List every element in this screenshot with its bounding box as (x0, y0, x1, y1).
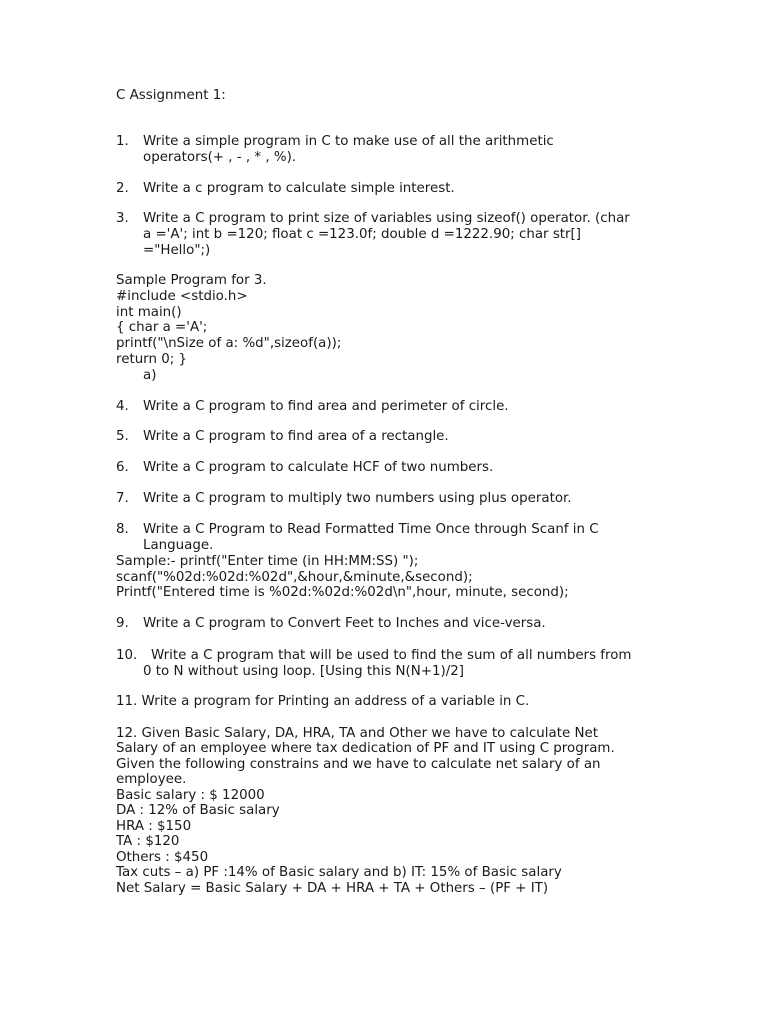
item-text: 12. Given Basic Salary, DA, HRA, TA and Other we have to calculate Net (116, 726, 598, 741)
item-text: ="Hello";) (143, 243, 211, 258)
item-text: 0 to N without using loop. [Using this N(N+1)/2] (143, 664, 465, 679)
salary-line: HRA : $150 (116, 819, 192, 834)
code-line: #include <stdio.h> (116, 289, 248, 304)
code-line: int main() (116, 305, 182, 320)
item-text: a ='A'; int b =120; float c =123.0f; double d =1222.90; char str[] (143, 227, 581, 242)
item-text: Write a C program to calculate HCF of two numbers. (143, 460, 494, 475)
code-line: Sample:- printf("Enter time (in HH:MM:SS) "); (116, 554, 419, 569)
item-text: Salary of an employee where tax dedication of PF and IT using C program. (116, 741, 615, 756)
item-text: Write a C program to find area of a rectangle. (143, 429, 449, 444)
code-line: scanf("%02d:%02d:%02d",&hour,&minute,&second); (116, 570, 473, 585)
item-number: 6. (116, 460, 129, 475)
salary-line: Others : $450 (116, 850, 209, 865)
item-number: 4. (116, 399, 129, 414)
item-text: 11. Write a program for Printing an address of a variable in C. (116, 694, 530, 709)
item-number: 10. (116, 648, 138, 663)
item-text: Write a C program to Convert Feet to Inches and vice-versa. (143, 616, 546, 631)
item-text: employee. (116, 772, 187, 787)
sample-heading: Sample Program for 3. (116, 273, 267, 288)
item-text: Write a C program that will be used to find the sum of all numbers from (151, 648, 632, 663)
item-text: Write a C program to multiply two numbers using plus operator. (143, 491, 572, 506)
code-line: printf("\nSize of a: %d",sizeof(a)); (116, 336, 342, 351)
code-line: Printf("Entered time is %02d:%02d:%02d\n",hour, minute, second); (116, 585, 569, 600)
item-text: Language. (143, 538, 214, 553)
item-text: Write a C Program to Read Formatted Time Once through Scanf in C (143, 522, 599, 537)
sub-item-label: a) (143, 368, 157, 383)
salary-line: DA : 12% of Basic salary (116, 803, 280, 818)
item-number: 7. (116, 491, 129, 506)
document-title: C Assignment 1: (116, 88, 226, 103)
salary-line: Basic salary : $ 12000 (116, 788, 265, 803)
item-number: 8. (116, 522, 129, 537)
salary-line: Tax cuts – a) PF :14% of Basic salary and b) IT: 15% of Basic salary (116, 865, 562, 880)
item-number: 1. (116, 134, 129, 149)
salary-line: TA : $120 (116, 834, 180, 849)
item-number: 5. (116, 429, 129, 444)
item-text: Write a simple program in C to make use of all the arithmetic (143, 134, 554, 149)
code-line: { char a ='A'; (116, 320, 208, 335)
item-number: 9. (116, 616, 129, 631)
item-text: Write a C program to find area and perimeter of circle. (143, 399, 509, 414)
code-line: return 0; } (116, 352, 188, 367)
salary-line: Net Salary = Basic Salary + DA + HRA + TA + Others – (PF + IT) (116, 881, 549, 896)
item-number: 3. (116, 211, 129, 226)
item-text: Given the following constrains and we have to calculate net salary of an (116, 757, 601, 772)
item-text: Write a c program to calculate simple interest. (143, 181, 455, 196)
item-text: operators(+ , - , * , %). (143, 150, 297, 165)
item-text: Write a C program to print size of variables using sizeof() operator. (char (143, 211, 630, 226)
item-number: 2. (116, 181, 129, 196)
